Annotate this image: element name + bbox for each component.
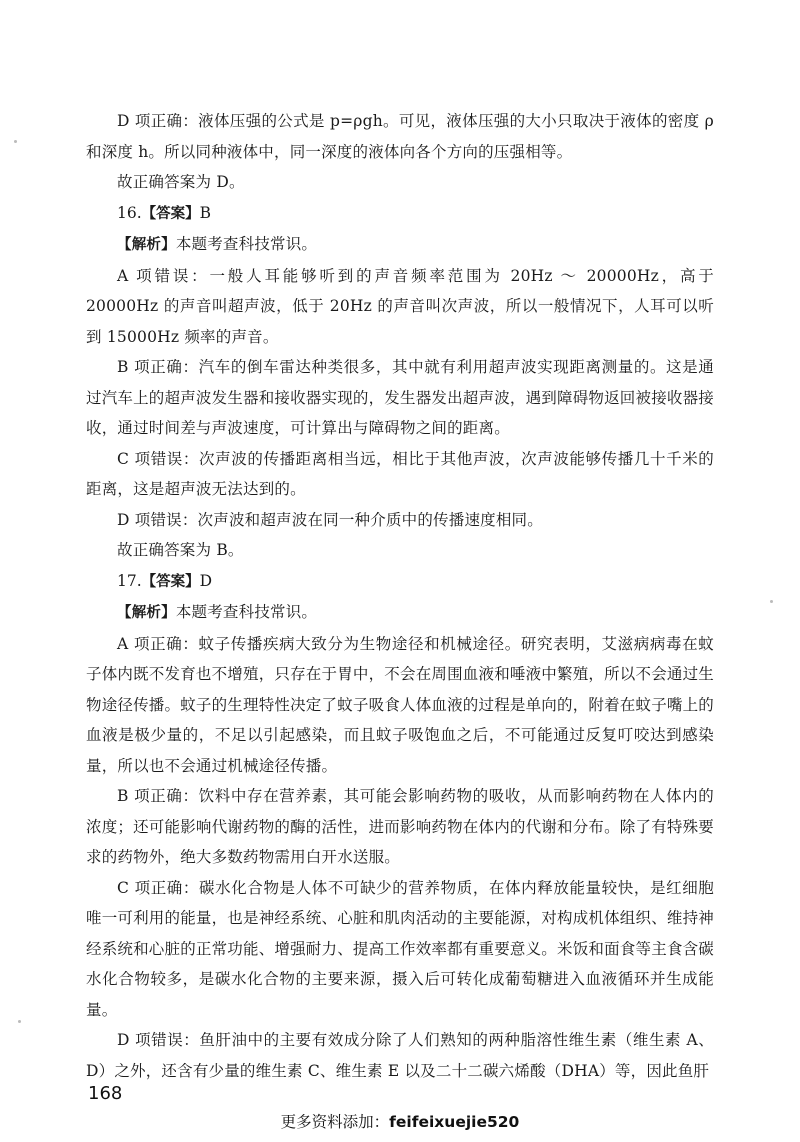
answer-label: 【答案】 xyxy=(141,573,200,590)
option-b-17: B 项正确：饮料中存在营养素，其可能会影响药物的吸收，从而影响药物在人体内的浓度；还可能影响代谢药物的酶的活性，进而影响药物在体内的代谢和分布。除了有特殊要求的药物外，绝大多数药物需用白开水送服。 xyxy=(86,787,715,866)
scan-speck xyxy=(18,1020,21,1023)
page-number: 168 xyxy=(88,1083,123,1104)
answer-16 xyxy=(86,198,714,230)
footer-contact: feifeixuejie520 xyxy=(389,1113,520,1131)
option-c-17: C 项正确：碳水化合物是人体不可缺少的营养物质，在体内释放能量较快，是红细胞唯一可利用的能量，也是神经系统、心脏和肌肉活动的主要能源，对构成机体组织、维持神经系统和心脏的正常功能、增强耐力、提高工作效率都有重要意义。米饭和面食等主食含碳水化合物较多，是碳水化合物的主要来源，摄入后可转化成葡萄糖进入血液循环并生成能量。 xyxy=(86,878,715,1019)
analysis-16 xyxy=(86,229,714,261)
analysis-label: 【解析】 xyxy=(117,237,176,253)
answer-value: B xyxy=(199,203,212,222)
answer-value: D xyxy=(199,571,213,590)
analysis-label: 【解析】 xyxy=(117,605,176,621)
scan-speck xyxy=(770,600,773,603)
footer-label: 更多资料添加： xyxy=(280,1113,390,1131)
option-d-17: D 项错误：鱼肝油中的主要有效成分除了人们熟知的两种脂溶性维生素（维生素 A、D）之外，还含有少量的维生素 C、维生素 E 以及二十二碳六烯酸（DHA）等，因此鱼肝 xyxy=(86,1031,714,1080)
option-b-16: B 项正确：汽车的倒车雷达种类很多，其中就有利用超声波实现距离测量的。这是通过汽车上的超声波发生器和接收器实现的，发生器发出超声波，遇到障碍物返回被接收器接收，通过时间差与声波速度，可计算出与障碍物之间的距离。 xyxy=(86,358,715,437)
footer-note xyxy=(0,1110,800,1132)
scan-speck xyxy=(14,140,17,143)
question-number: 17. xyxy=(117,571,142,590)
option-c-16: C 项错误：次声波的传播距离相当远，相比于其他声波，次声波能够传播几十千米的距离，这是超声波无法达到的。 xyxy=(86,449,714,498)
paragraph-d-pressure: D 项正确：液体压强的公式是 p=ρgh。可见，液体压强的大小只取决于液体的密度 ρ 和深度 h。所以同种液体中，同一深度的液体向各个方向的压强相等。 xyxy=(86,112,714,161)
option-d-16: D 项错误：次声波和超声波在同一种介质中的传播速度相同。 xyxy=(117,510,543,529)
answer-label: 【答案】 xyxy=(141,205,200,222)
conclusion-15: 故正确答案为 D。 xyxy=(117,173,245,191)
option-a-16: A 项错误：一般人耳能够听到的声音频率范围为 20Hz ～ 20000Hz，高于 20000Hz 的声音叫超声波，低于 20Hz 的声音叫次声波，所以一般情况下，人耳可以听到 15000Hz 频率的声音。 xyxy=(86,266,714,346)
option-a-17: A 项正确：蚊子传播疾病大致分为生物途径和机械途径。研究表明，艾滋病病毒在蚊子体内既不发育也不增殖，只存在于胃中，不会在周围血液和唾液中繁殖，所以不会通过生物途径传播。蚊子的生理特性决定了蚊子吸食人体血液的过程是单向的，附着在蚊子嘴上的血液是极少量的，不足以引起感染，而且蚊子吸饱血之后，不可能通过反复叮咬达到感染量，所以也不会通过机械途径传播。 xyxy=(86,634,715,775)
analysis-text: 本题考查科技常识。 xyxy=(175,235,318,253)
analysis-text: 本题考查科技常识。 xyxy=(175,603,318,621)
question-number: 16. xyxy=(117,203,142,222)
answer-17 xyxy=(86,566,714,598)
page-body xyxy=(86,106,714,1086)
analysis-17 xyxy=(86,597,714,629)
conclusion-16: 故正确答案为 B。 xyxy=(117,541,244,559)
